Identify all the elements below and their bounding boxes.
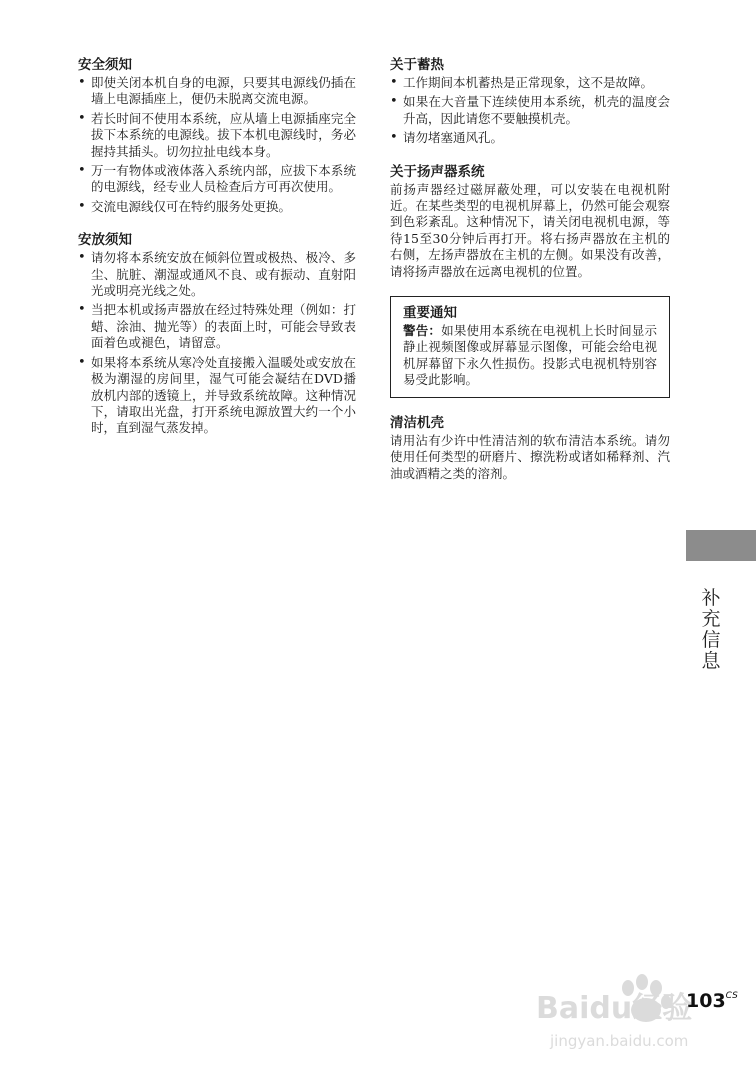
list-item: • 请勿将本系统安放在倾斜位置或极热、极冷、多尘、肮脏、潮湿或通风不良、或有振动、直射阳光或明亮光线之处。 bbox=[78, 250, 356, 299]
safety-section bbox=[78, 56, 356, 215]
watermark-url: jingyan.baidu.com bbox=[550, 1032, 689, 1050]
placement-heading: 安放须知 bbox=[78, 232, 132, 249]
list-item: • 工作期间本机蓄热是正常现象，这不是故障。 bbox=[390, 75, 670, 91]
list-item: • 如果将本系统从寒冷处直接搬入温暖处或安放在极为潮湿的房间里，湿气可能会凝结在DVD播放机内部的透镜上，并导致系统故障。这种情况下，请取出光盘，打开系统电源放置大约一个小时，直到湿气蒸发掉。 bbox=[78, 355, 356, 437]
list-item: • 如果在大音量下连续使用本系统，机壳的温度会升高，因此请您不要触摸机壳。 bbox=[390, 94, 670, 127]
list-item: • 万一有物体或液体落入系统内部，应拔下本系统的电源线，经专业人员检查后方可再次使用。 bbox=[78, 163, 356, 196]
heat-heading: 关于蓄热 bbox=[390, 57, 444, 73]
left-column bbox=[78, 56, 356, 453]
safety-heading: 安全须知 bbox=[78, 57, 132, 73]
speaker-text: 前扬声器经过磁屏蔽处理，可以安装在电视机附近。在某些类型的电视机屏幕上，仍然可能会观察到色彩紊乱。这种情况下，请关闭电视机电源，等待15至30分钟后再打开。将右扬声器放在主机的右侧，左扬声器放在主机的左侧。如果没有改善，请将扬声器放在远离电视机的位置。 bbox=[390, 181, 670, 279]
speaker-section bbox=[390, 163, 670, 280]
notice-warning-label: 警告： bbox=[403, 323, 442, 339]
page-number-suffix: CS bbox=[725, 991, 738, 1001]
cleaning-section bbox=[390, 414, 670, 482]
list-item: • 当把本机或扬声器放在经过特殊处理（例如：打蜡、涂油、抛光等）的表面上时，可能会导致表面着色或褪色，请留意。 bbox=[78, 302, 356, 351]
placement-list bbox=[78, 250, 356, 436]
cleaning-text: 请用沾有少许中性清洁剂的软布清洁本系统。请勿使用任何类型的研磨片、擦洗粉或诸如稀释剂、汽油或酒精之类的溶剂。 bbox=[390, 432, 670, 481]
side-tab-label: 补充信息 bbox=[701, 587, 721, 672]
heat-list bbox=[390, 75, 670, 147]
watermark-brand: Baidu经验 bbox=[536, 991, 693, 1026]
list-item: • 即使关闭本机自身的电源，只要其电源线仍插在墙上电源插座上，便仍未脱离交流电源。 bbox=[78, 75, 356, 108]
notice-heading: 重要通知 bbox=[403, 305, 457, 322]
speaker-heading: 关于扬声器系统 bbox=[390, 163, 485, 180]
heat-section bbox=[390, 56, 670, 147]
right-column bbox=[390, 56, 670, 498]
baidu-watermark bbox=[530, 960, 740, 1060]
list-item: • 交流电源线仅可在特约服务处更换。 bbox=[78, 199, 356, 215]
placement-section bbox=[78, 231, 356, 436]
list-item: • 若长时间不使用本系统，应从墙上电源插座完全拔下本系统的电源线。拔下本机电源线时，务必握持其插头。切勿拉扯电线本身。 bbox=[78, 111, 356, 160]
page-number-value: 103 bbox=[686, 990, 726, 1012]
safety-list bbox=[78, 75, 356, 215]
cleaning-heading: 清洁机壳 bbox=[390, 414, 444, 431]
side-tab-marker bbox=[686, 530, 756, 561]
notice-text: 如果使用本系统在电视机上长时间显示静止视频图像或屏幕显示图像，可能会给电视机屏幕留下永久性损伤。投影式电视机特别容易受此影响。 bbox=[403, 323, 657, 388]
notice-body bbox=[403, 323, 657, 389]
important-notice-box bbox=[390, 296, 670, 398]
list-item: • 请勿堵塞通风孔。 bbox=[390, 130, 670, 146]
